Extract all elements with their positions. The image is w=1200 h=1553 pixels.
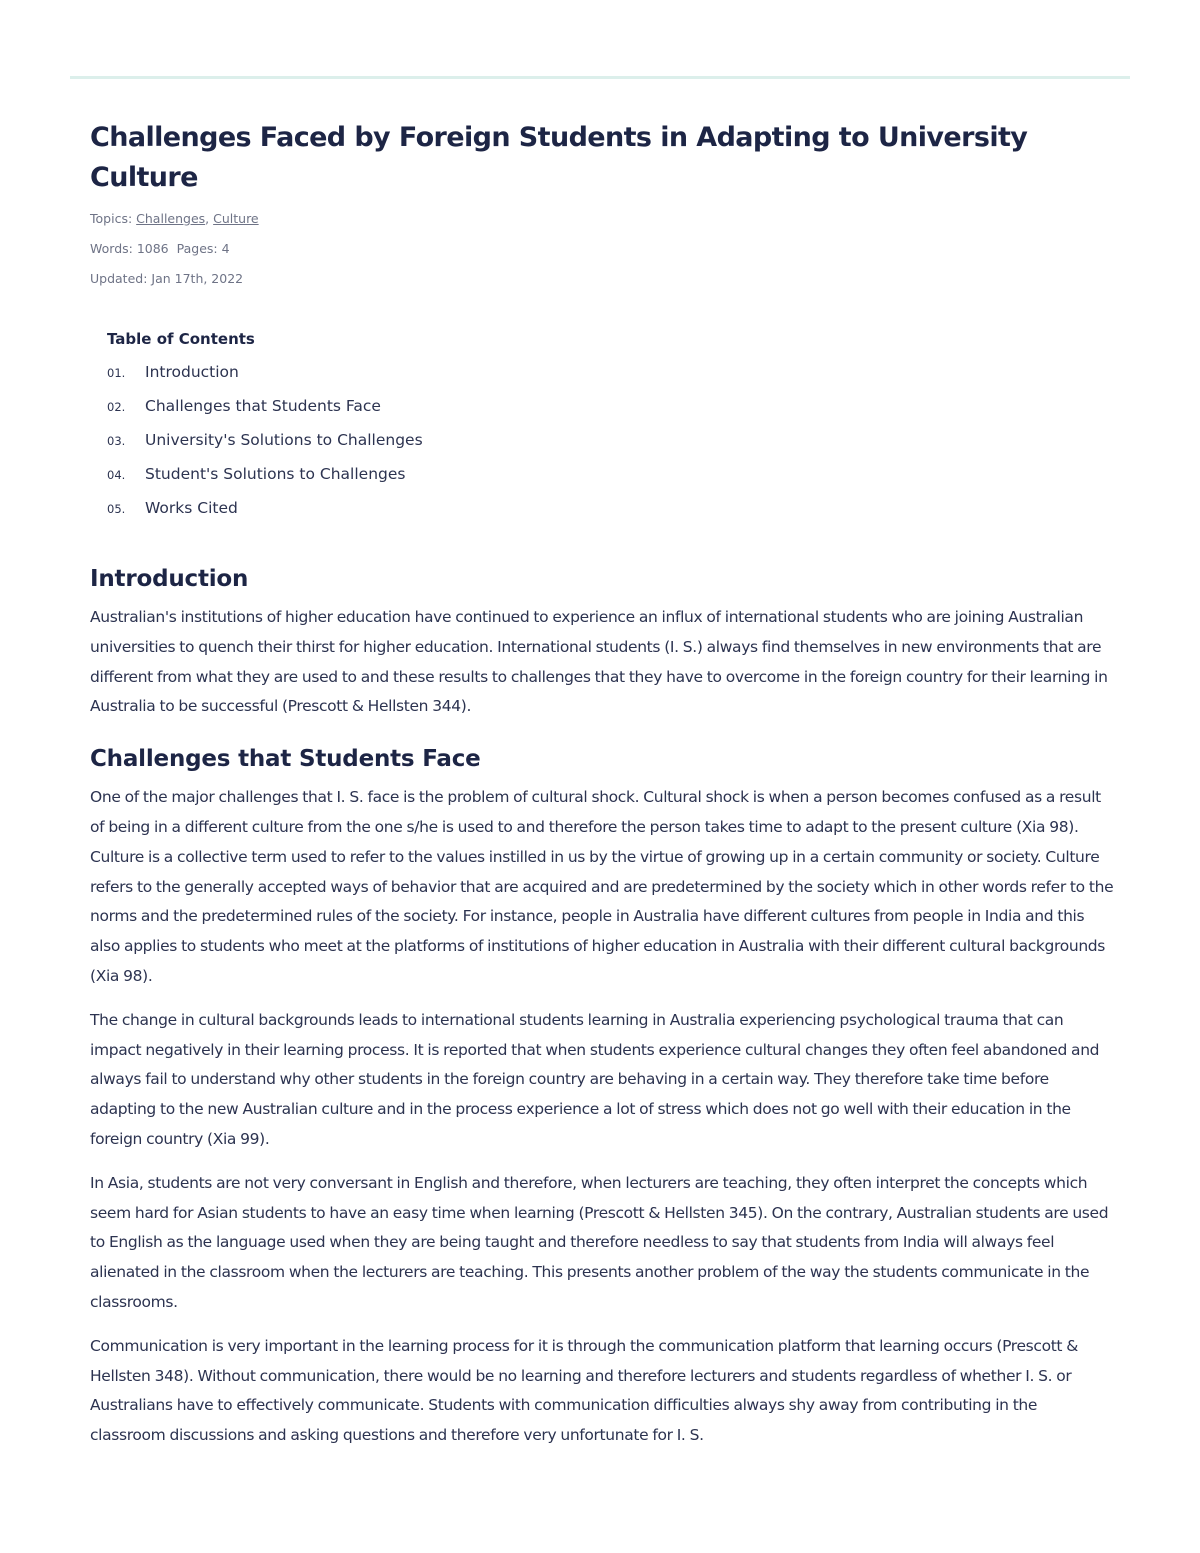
toc-item-number: 01. [107,366,126,380]
toc-item-introduction[interactable] [107,363,1115,397]
toc-item-label: Student's Solutions to Challenges [145,465,406,483]
article [90,118,1115,1451]
section-heading-introduction: Introduction [90,566,249,592]
word-count: Words: 1086 [90,241,169,256]
toc-item-challenges[interactable] [107,397,1115,431]
page-count: Pages: 4 [176,241,230,256]
toc-item-label: University's Solutions to Challenges [145,431,423,449]
stats-line [90,240,1115,258]
section-heading-challenges: Challenges that Students Face [90,746,481,773]
table-of-contents [107,328,1115,533]
toc-item-number: 02. [107,400,126,414]
paragraph: One of the major challenges that I. S. face is the problem of cultural shock. Cultural shock is when a person becomes confused as a result of being in a different culture from the one s/he is used to and therefore the person takes time to adapt to the present culture (Xia 98). Culture is a collective term used to refer to the values instilled in us by the virtue of growing up in a certain community or society. Culture refers to the generally accepted ways of behavior that are acquired and are predetermined by the society which in other words refer to the norms and the predetermined rules of the society. For instance, people in Australia have different cultures from people in India and this also applies to students who meet at the platforms of institutions of higher education in Australia with their different cultural backgrounds (Xia 98). [90,788,1114,985]
topic-link-challenges[interactable]: Challenges [136,211,206,226]
toc-item-student-solutions[interactable] [107,465,1115,499]
topics-line [90,210,1115,228]
paragraph: Communication is very important in the learning process for it is through the communication platform that learning occurs (Prescott & Hellsten 348). Without communication, there would be no learning and therefore lecturers and students regardless of whether I. S. or Australians have to effectively communicate. Students with communication difficulties always shy away from contributing in the classroom discussions and asking questions and therefore very unfortunate for I. S. [90,1336,1078,1445]
paragraph: Australian's institutions of higher education have continued to experience an influx of international students who are joining Australian universities to quench their thirst for higher education. International students (I. S.) always find themselves in new environments that are different from what they are used to and these results to challenges that they have to overcome in the foreign country for their learning in Australia to be successful (Prescott & Hellsten 344). [90,608,1108,716]
updated-date: Updated: Jan 17th, 2022 [90,271,244,286]
topics-separator: , [205,211,214,226]
paragraph: In Asia, students are not very conversant in English and therefore, when lecturers are teaching, they often interpret the concepts which seem hard for Asian students to have an easy time when learning (Prescott & Hellsten 345). On the contrary, Australian students are used to English as the language used when they are being taught and therefore needless to say that students from India will always feel alienated in the classroom when the lecturers are teaching. This presents another problem of the way the students communicate in the classrooms. [90,1173,1109,1311]
toc-item-number: 05. [107,502,126,516]
toc-item-number: 03. [107,434,126,448]
toc-title: Table of Contents [107,330,255,348]
topic-link-culture[interactable]: Culture [213,211,259,226]
toc-item-works-cited[interactable] [107,499,1115,533]
topics-label: Topics: [90,211,133,226]
toc-item-number: 04. [107,468,126,482]
toc-item-label: Works Cited [145,499,238,517]
top-divider [70,76,1130,79]
paragraph: The change in cultural backgrounds leads to international students learning in Australia experiencing psychological trauma that can impact negatively in their learning process. It is reported that when students experience cultural changes they often feel abandoned and always fail to understand why other students in the foreign country are behaving in a certain way. They therefore take time before adapting to the new Australian culture and in the process experience a lot of stress which does not go well with their education in the foreign country (Xia 99). [90,1010,1100,1148]
toc-item-label: Challenges that Students Face [145,397,381,415]
page-title: Challenges Faced by Foreign Students in Adapting to University Culture [90,122,1028,193]
toc-item-university-solutions[interactable] [107,431,1115,465]
toc-item-label: Introduction [145,363,239,381]
